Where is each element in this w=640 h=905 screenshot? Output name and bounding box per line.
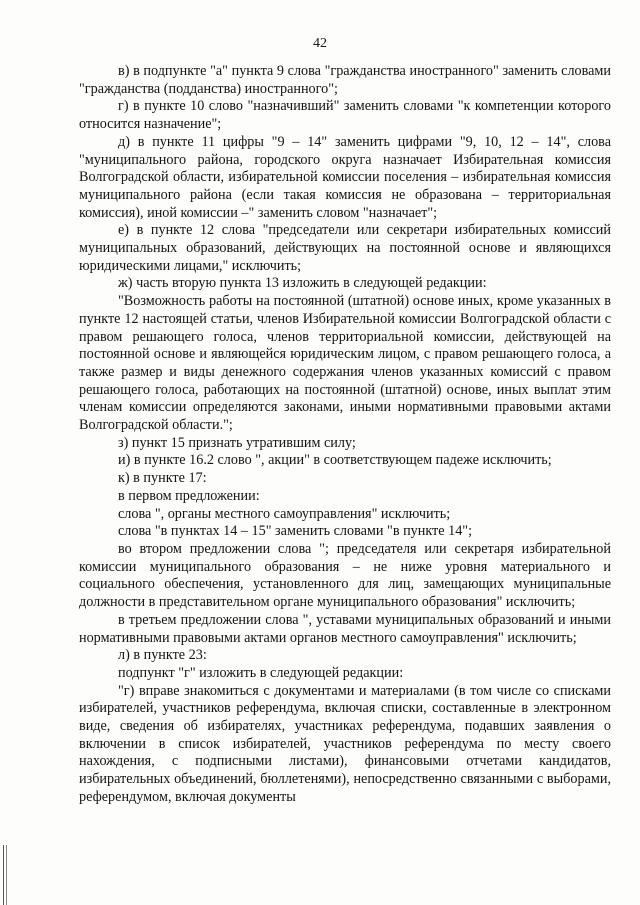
paragraph: ж) часть вторую пункта 13 изложить в следующей редакции: [118, 275, 487, 292]
paragraph: в) в подпункте "а" пункта 9 слова "гражданства иностранного" заменить словами "гражданства (подданства) иностранного"; [79, 63, 611, 97]
paragraph: слова ", органы местного самоуправления" исключить; [118, 505, 451, 522]
paragraph: "Возможность работы на постоянной (штатной) основе иных, кроме указанных в пункте 12 настоящей статьи, членов Избирательной комиссии Волгоградской области с правом решающего голоса, членов территориальной комиссии, действующей на постоянной основе и являющейся юридическим лицом, с правом решающего голоса, а также размер и виды денежного содержания членов указанных комиссий с правом решающего голоса, работающих на постоянной (штатной) основе, иных выплат этим членам комиссии определяются законами, иными нормативными правовыми актами Волгоградской области."; [79, 293, 611, 434]
paragraph: в третьем предложении слова ", уставами муниципальных образований и иными нормативными правовыми актами органов местного самоуправления" исключить; [79, 611, 611, 646]
paragraph: подпункт "г" изложить в следующей редакции: [118, 664, 404, 681]
paragraph: д) в пункте 11 цифры "9 – 14" заменить цифрами "9, 10, 12 – 14", слова "муниципального района, городского округа назначает Избирательная комиссия Волгоградской области, избирательной комиссии поселения – избирательная комиссия муниципального района (если такая комиссия не образована – территориальная комиссия), иной комиссии –" заменить словом "назначает"; [79, 133, 611, 221]
paragraph: з) пункт 15 признать утратившим силу; [118, 434, 356, 451]
paragraph: к) в пункте 17: [118, 470, 207, 487]
document-body [79, 63, 611, 807]
paragraph: е) в пункте 12 слова "председатели или секретари избирательных комиссий муниципальных образований, действующих на постоянной основе и являющихся юридическими лицами," исключить; [79, 222, 611, 274]
paragraph: в первом предложении: [118, 487, 260, 504]
paragraph: во втором предложении слова "; председателя или секретаря избирательной комиссии муниципального образования – не ниже уровня материального и социального обеспечения, установленного для лиц, замещающих муниципальные должности в представительном органе муниципального образования" исключить; [79, 540, 611, 611]
paragraph: слова "в пунктах 14 – 15" заменить словами "в пункте 14"; [118, 523, 473, 540]
paragraph: и) в пункте 16.2 слово ", акции" в соответствующем падеже исключить; [118, 452, 552, 469]
scan-edge-mark [3, 845, 7, 905]
paragraph: л) в пункте 23: [118, 647, 207, 664]
paragraph: "г) вправе знакомиться с документами и материалами (в том числе со списками избирателей, участников референдума, включая списки, составленные в электронном виде, сведения об избирателях, участниках референдума, подавших заявления о включении в список избирателей, участников референдума по месту своего нахождения, с подписными листами), финансовыми отчетами кандидатов, избирательных объединений, бюллетенями), непосредственно связанными с выборами, референдумом, включая документы [79, 682, 611, 805]
page-number: 42 [313, 36, 327, 51]
paragraph: г) в пункте 10 слово "назначивший" заменить словами "к компетенции которого относится назначение"; [79, 98, 611, 133]
